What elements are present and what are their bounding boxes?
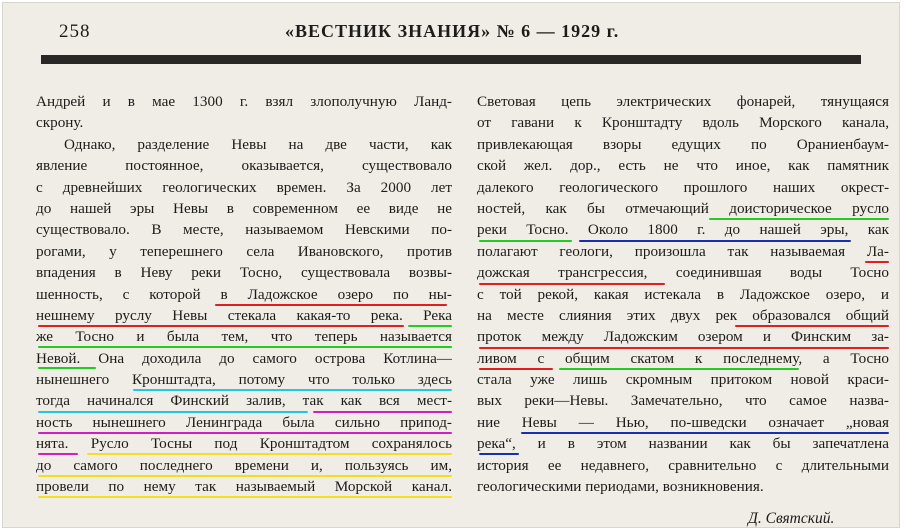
red-underline (735, 325, 889, 327)
page-header (3, 17, 900, 53)
text-line: скрону. (36, 114, 84, 132)
text-line: нешнему руслу Невы стекала какая-то река. Река (36, 306, 452, 324)
text-line: рогами, у теперешнего села Ивановского, против (36, 242, 452, 260)
text-line: Однако, разделение Невы на две части, как (64, 135, 452, 153)
text-line: от гавани к Кронштадту вдоль Морского канала, (477, 114, 889, 132)
text-line: тогда начинался Финский залив, так как вся мест- (36, 392, 452, 410)
blue-underline (521, 432, 889, 434)
green-underline (38, 367, 96, 369)
text-line: шенность, с которой в Ладожское озеро по ны- (36, 285, 452, 303)
text-line: полагают геологи, произошла так называемая Ла- (477, 242, 889, 260)
document-page (2, 2, 900, 528)
blue-underline (579, 240, 851, 242)
text-line: провели по нему так называемый Морской канал. (36, 478, 452, 496)
green-underline (479, 240, 572, 242)
text-line: дожская трансгрессия, соединившая воды Тосно (477, 264, 889, 282)
green-underline (559, 368, 799, 370)
magenta-underline (38, 432, 452, 434)
text-line: геологическими периодами, возникновения. (477, 478, 764, 496)
text-line: на месте слияния этих двух рек образовался общий (477, 306, 889, 324)
text-line: река“, и в этом названии как бы запечатлена (477, 435, 889, 453)
text-line: Световая цепь электрических фонарей, тянущаяся (477, 93, 889, 110)
text-line: с той рекой, какая истекала в Ладожское озеро, и (477, 285, 889, 303)
text-line: нынешнего Кронштадта, потому что только здесь (36, 371, 452, 389)
red-underline (479, 368, 553, 370)
red-underline (479, 347, 889, 349)
magenta-underline (38, 453, 78, 455)
text-line: впадения в Неву реки Тосно, существовала возвы- (36, 264, 452, 282)
cyan-underline (38, 411, 308, 413)
text-line: далекого геологического прошлого наших окрест- (477, 178, 889, 196)
text-line: до нашей эры Невы в современном ее виде не (36, 199, 452, 217)
green-underline (408, 325, 452, 327)
green-underline (38, 346, 452, 348)
text-line: ской жел. дор., есть не что иное, как памятник (477, 157, 889, 175)
text-line: реки Тосно. Около 1800 г. до нашей эры, как (477, 221, 889, 239)
left-column (36, 91, 452, 497)
journal-title: «ВЕСТНИК ЗНАНИЯ» № 6 — 1929 г. (285, 21, 620, 41)
text-line: же Тосно и была тем, что теперь называется (36, 328, 452, 346)
text-line: существовало. В месте, называемом Невскими по- (36, 221, 452, 239)
page-number: 258 (59, 21, 91, 42)
text-line: стала уже лишь скромным притоком новой краси- (477, 371, 889, 389)
red-underline (479, 283, 665, 285)
red-underline (38, 325, 404, 327)
text-line: ливом с общим скатом к последнему, а Тосно (477, 349, 889, 367)
text-line: привлекающая взоры едущих по Ораниенбаум- (477, 135, 889, 153)
red-underline (215, 304, 447, 306)
header-rule (41, 55, 861, 64)
text-line: с древнейших геологических времен. За 2000 лет (36, 178, 452, 196)
right-column (477, 91, 889, 497)
yellow-underline (38, 475, 452, 477)
author-signature: Д. Святский. (748, 510, 835, 527)
green-underline (709, 218, 889, 220)
yellow-underline (38, 496, 452, 498)
text-line: ние Невы — Нью, по-шведски означает „новая (477, 413, 889, 431)
text-line: ность нынешнего Ленинграда была сильно припод- (36, 413, 452, 431)
text-line: история ее недавнего, сравнительно с длительными (477, 456, 889, 474)
yellow-underline (87, 453, 452, 455)
text-line: явление постоянное, оказывается, существовало (36, 157, 452, 175)
text-line: нята. Русло Тосны под Кронштадтом сохранялось (36, 435, 452, 453)
text-line: вых реки—Невы. Замечательно, что самое назва- (477, 392, 889, 410)
text-line: Невой. Она доходила до самого острова Котлина— (36, 349, 452, 367)
text-line: проток между Ладожским озером и Финским за- (477, 328, 889, 346)
cyan-underline (133, 389, 452, 391)
magenta-underline (313, 411, 452, 413)
text-line: Андрей и в мае 1300 г. взял злополучную Ланд- (36, 93, 452, 110)
text-line: до самого последнего времени и, пользуясь им, (36, 456, 452, 474)
blue-underline (479, 453, 519, 455)
text-line: ностей, как бы отмечающий доисторическое русло (477, 199, 889, 217)
red-underline (865, 261, 889, 263)
